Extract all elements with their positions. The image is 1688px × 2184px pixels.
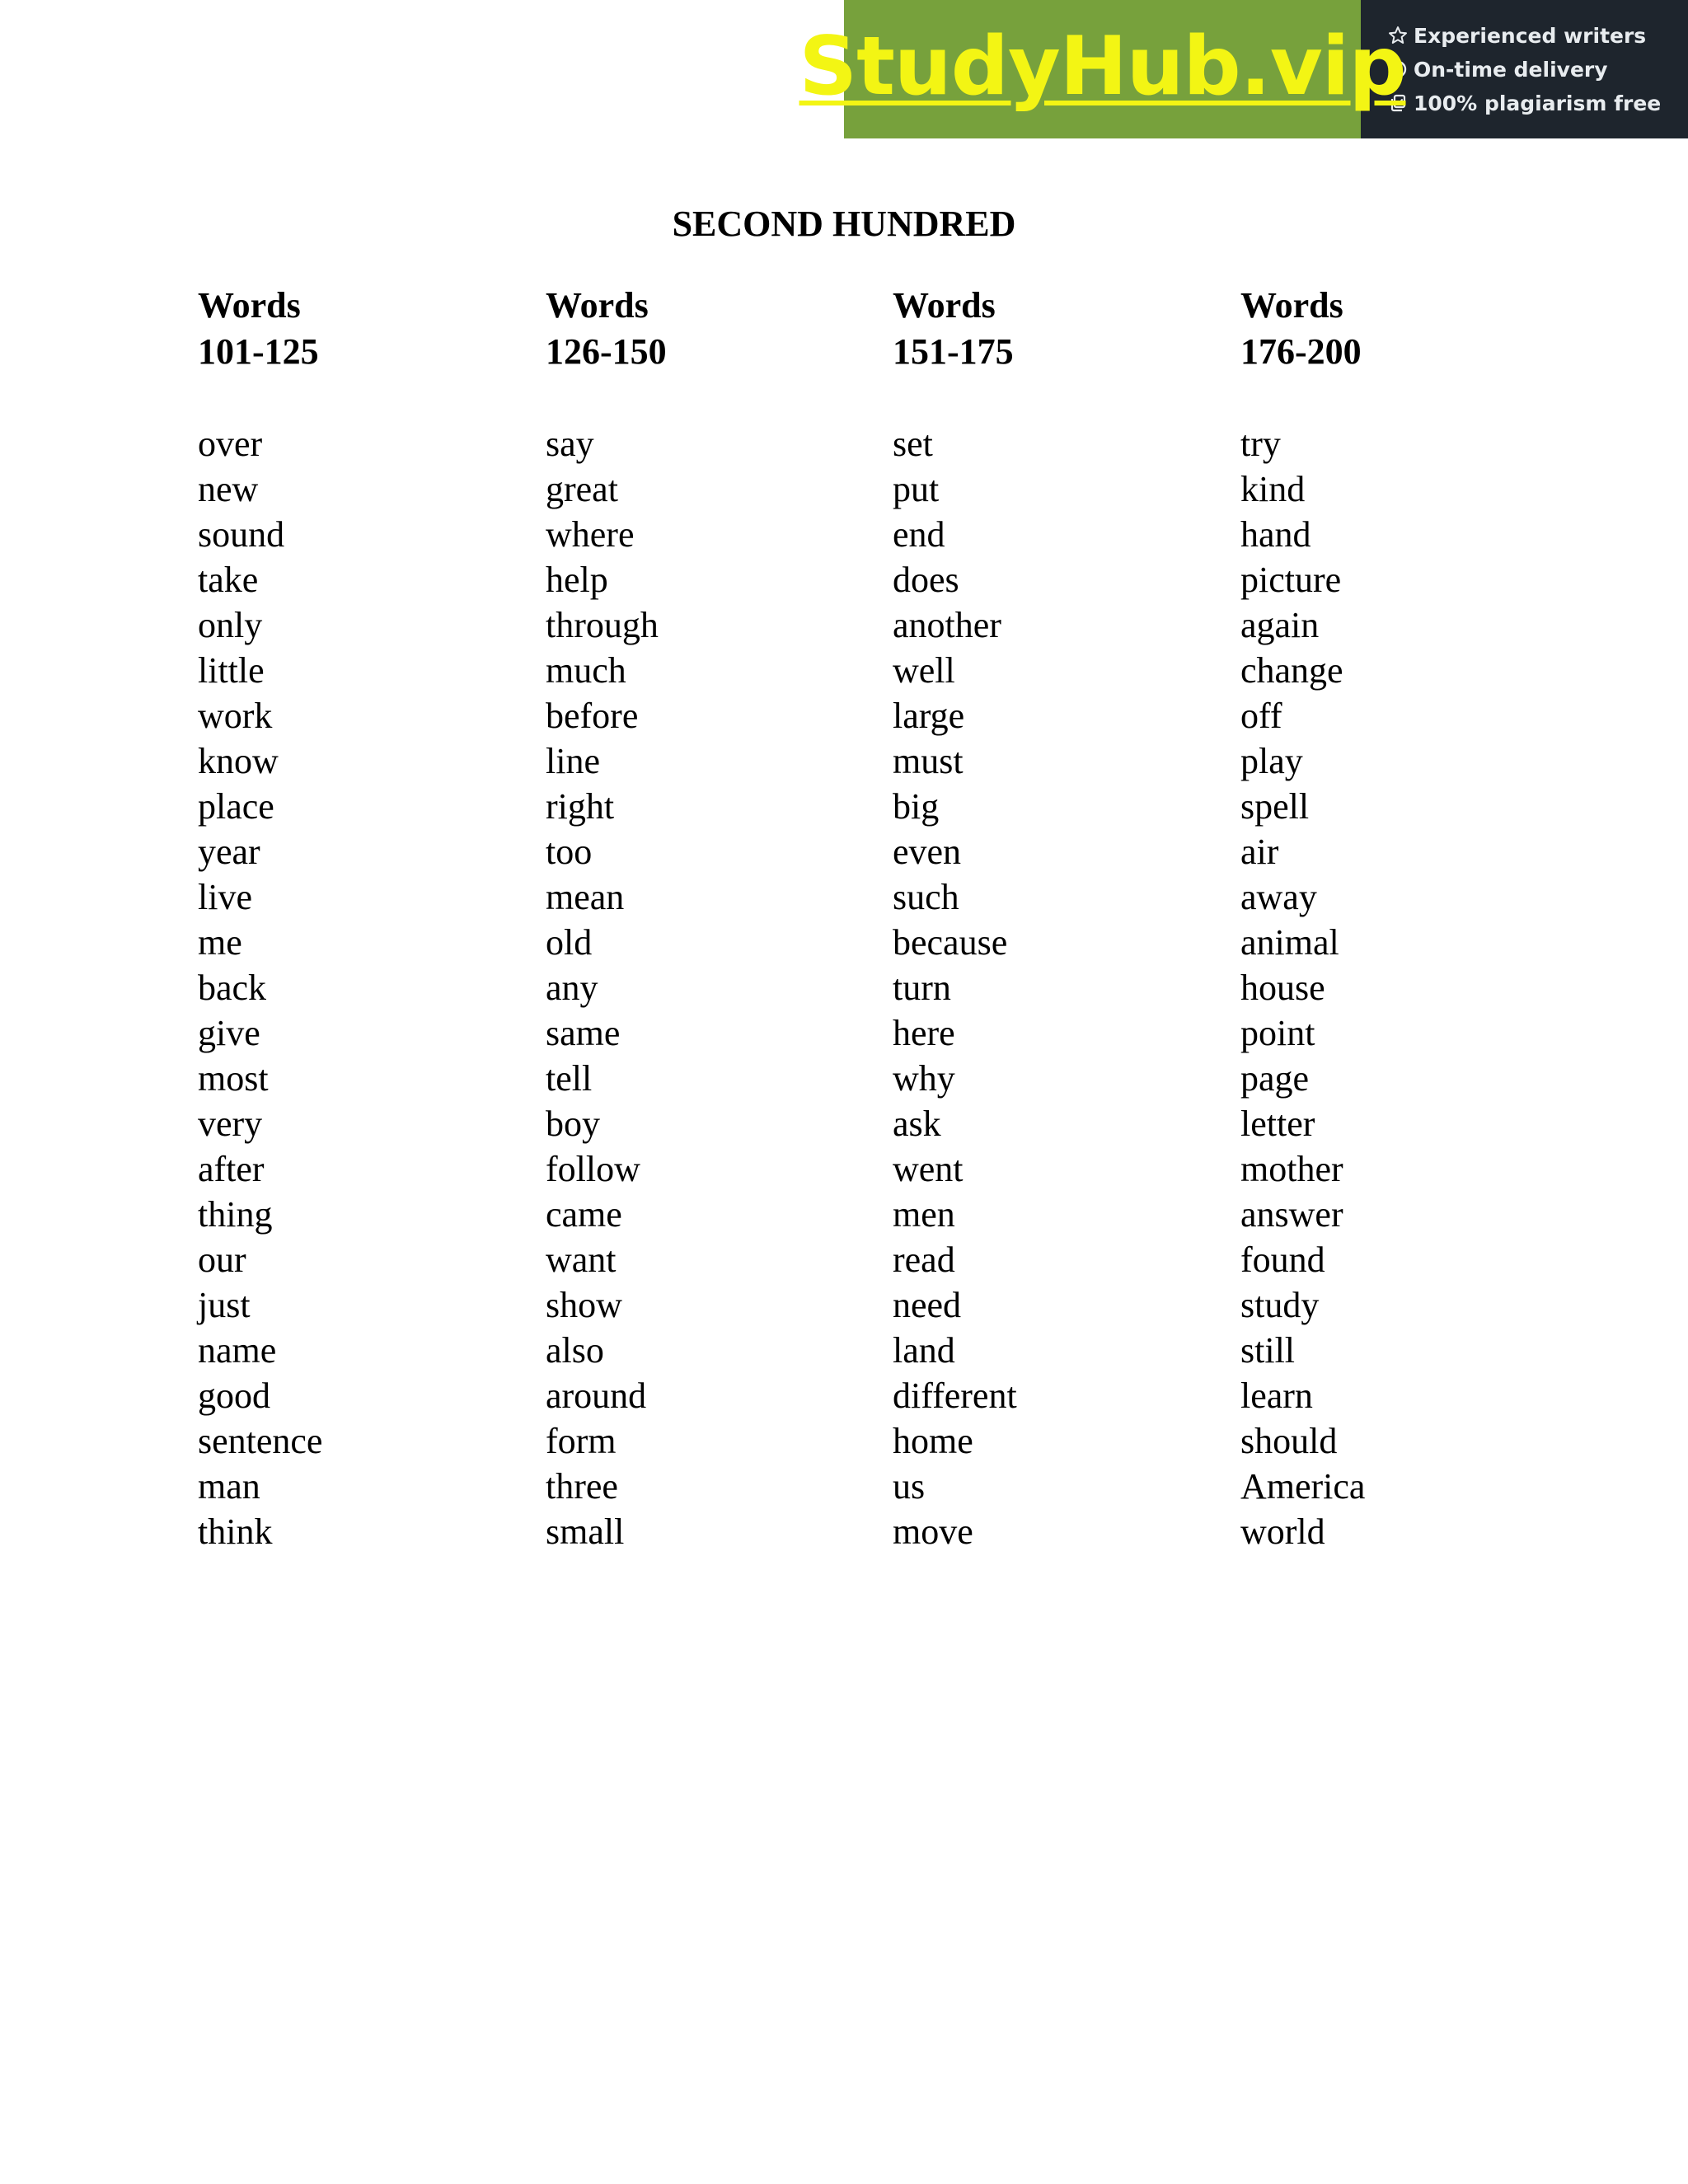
column-heading	[198, 283, 544, 375]
word-item: live	[198, 877, 252, 917]
word-list	[1240, 421, 1365, 1554]
word-item: different	[893, 1376, 1017, 1416]
word-item: after	[198, 1149, 265, 1189]
word-item: any	[546, 968, 598, 1008]
word-item: mean	[546, 877, 625, 917]
word-list	[546, 421, 659, 1554]
word-item: year	[198, 832, 260, 872]
feature-plagiarism-free	[1387, 90, 1688, 117]
column-heading-range: 126-150	[546, 331, 667, 372]
features-panel	[1361, 0, 1688, 138]
column-heading-range: 101-125	[198, 331, 319, 372]
word-item: answer	[1240, 1194, 1343, 1235]
word-item: point	[1240, 1013, 1315, 1053]
word-item: around	[546, 1376, 647, 1416]
word-item: back	[198, 968, 267, 1008]
word-item: much	[546, 650, 626, 691]
word-item: tell	[546, 1058, 593, 1099]
word-item: place	[198, 786, 274, 827]
word-item: work	[198, 696, 273, 736]
column-heading	[546, 283, 892, 375]
word-item: our	[198, 1240, 246, 1280]
word-item: name	[198, 1330, 277, 1371]
word-item: follow	[546, 1149, 640, 1189]
word-item: say	[546, 424, 594, 464]
word-item: page	[1240, 1058, 1310, 1099]
word-item: line	[546, 741, 600, 781]
word-item: why	[893, 1058, 955, 1099]
word-item: large	[893, 696, 965, 736]
word-item: here	[893, 1013, 955, 1053]
word-item: America	[1240, 1466, 1366, 1507]
word-item: very	[198, 1104, 263, 1144]
word-item: went	[893, 1149, 964, 1189]
word-item: again	[1240, 605, 1320, 645]
word-item: air	[1240, 832, 1279, 872]
feature-experienced-writers	[1387, 22, 1688, 49]
word-item: man	[198, 1466, 260, 1507]
word-item: show	[546, 1285, 622, 1325]
word-item: off	[1240, 696, 1282, 736]
word-item: right	[546, 786, 615, 827]
word-item: such	[893, 877, 959, 917]
word-item: play	[1240, 741, 1303, 781]
studyhub-banner[interactable]	[799, 0, 1688, 138]
column-words-101-125	[198, 283, 544, 1552]
word-item: me	[198, 922, 242, 963]
word-list	[893, 421, 1017, 1554]
word-item: does	[893, 560, 959, 600]
word-item: move	[893, 1511, 973, 1552]
word-item: same	[546, 1013, 621, 1053]
word-item: should	[1240, 1421, 1338, 1461]
word-item: picture	[1240, 560, 1342, 600]
word-item: want	[546, 1240, 617, 1280]
word-item: only	[198, 605, 263, 645]
word-item: turn	[893, 968, 951, 1008]
word-item: mother	[1240, 1149, 1343, 1189]
word-item: sound	[198, 514, 285, 555]
word-item: even	[893, 832, 962, 872]
column-heading-label: Words	[546, 285, 649, 326]
column-words-151-175	[893, 283, 1239, 1552]
word-columns	[0, 283, 1688, 1601]
word-item: read	[893, 1240, 955, 1280]
word-item: animal	[1240, 922, 1339, 963]
word-item: still	[1240, 1330, 1296, 1371]
column-words-176-200	[1240, 283, 1587, 1552]
word-item: give	[198, 1013, 260, 1053]
feature-on-time-delivery	[1387, 56, 1688, 83]
word-item: too	[546, 832, 593, 872]
word-item: great	[546, 469, 618, 509]
word-item: think	[198, 1511, 273, 1552]
word-item: where	[546, 514, 635, 555]
column-words-126-150	[546, 283, 892, 1552]
word-item: found	[1240, 1240, 1325, 1280]
word-item: came	[546, 1194, 622, 1235]
word-item: ask	[893, 1104, 941, 1144]
word-item: sentence	[198, 1421, 323, 1461]
word-item: another	[893, 605, 1001, 645]
feature-label: 100% plagiarism free	[1414, 91, 1662, 115]
column-heading	[1240, 283, 1587, 375]
word-item: must	[893, 741, 964, 781]
word-item: also	[546, 1330, 604, 1371]
word-item: know	[198, 741, 279, 781]
word-item: try	[1240, 424, 1281, 464]
word-item: little	[198, 650, 265, 691]
word-item: end	[893, 514, 945, 555]
word-item: world	[1240, 1511, 1325, 1552]
brand-panel[interactable]	[799, 0, 1406, 138]
word-item: learn	[1240, 1376, 1313, 1416]
word-item: most	[198, 1058, 269, 1099]
word-item: hand	[1240, 514, 1311, 555]
column-heading-label: Words	[893, 285, 996, 326]
word-item: before	[546, 696, 639, 736]
word-item: just	[198, 1285, 251, 1325]
word-item: house	[1240, 968, 1325, 1008]
page-title: SECOND HUNDRED	[672, 204, 1016, 244]
word-item: new	[198, 469, 259, 509]
word-item: home	[893, 1421, 973, 1461]
word-item: take	[198, 560, 259, 600]
word-item: help	[546, 560, 608, 600]
column-heading-range: 176-200	[1240, 331, 1362, 372]
word-item: spell	[1240, 786, 1310, 827]
word-item: study	[1240, 1285, 1320, 1325]
word-item: small	[546, 1511, 625, 1552]
word-item: well	[893, 650, 955, 691]
word-item: men	[893, 1194, 955, 1235]
word-item: boy	[546, 1104, 600, 1144]
word-item: good	[198, 1376, 270, 1416]
word-item: over	[198, 424, 263, 464]
word-item: through	[546, 605, 659, 645]
word-item: set	[893, 424, 933, 464]
feature-label: Experienced writers	[1414, 23, 1647, 48]
word-item: land	[893, 1330, 955, 1371]
word-item: kind	[1240, 469, 1306, 509]
word-item: away	[1240, 877, 1317, 917]
feature-label: On-time delivery	[1414, 57, 1608, 82]
column-heading	[893, 283, 1239, 375]
column-heading-label: Words	[1240, 285, 1343, 326]
word-item: three	[546, 1466, 618, 1507]
word-list	[198, 421, 322, 1554]
word-item: put	[893, 469, 940, 509]
brand-logo[interactable]: StudyHub.vip	[799, 20, 1406, 114]
column-heading-range: 151-175	[893, 331, 1014, 372]
word-item: big	[893, 786, 940, 827]
word-item: form	[546, 1421, 617, 1461]
word-item: because	[893, 922, 1008, 963]
word-item: change	[1240, 650, 1343, 691]
word-item: us	[893, 1466, 926, 1507]
word-item: need	[893, 1285, 962, 1325]
word-item: letter	[1240, 1104, 1315, 1144]
column-heading-label: Words	[198, 285, 301, 326]
word-item: old	[546, 922, 593, 963]
word-item: thing	[198, 1194, 273, 1235]
